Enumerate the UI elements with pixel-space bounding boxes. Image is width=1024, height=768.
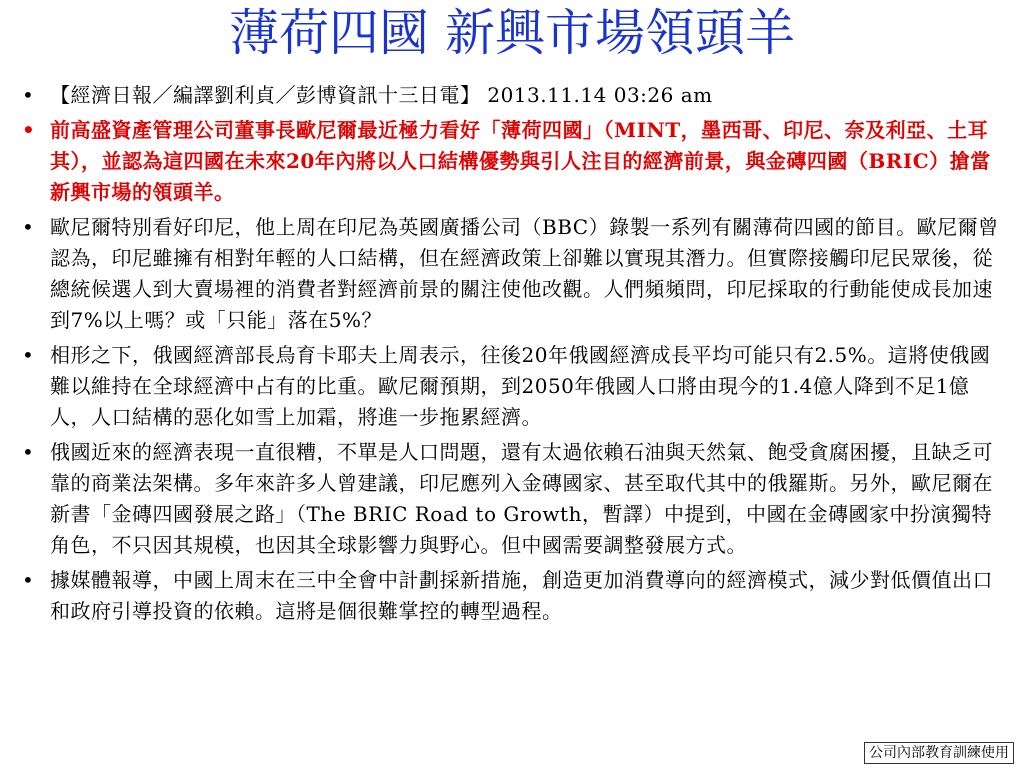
- bullet-text: 據媒體報導，中國上周末在三中全會中計劃採新措施，創造更加消費導向的經濟模式，減少對低價值出口和政府引導投資的依賴。這將是個很難掌控的轉型過程。: [50, 568, 993, 623]
- bullet-china: [18, 565, 1008, 627]
- bullet-russia-economy: [18, 437, 1008, 561]
- bullet-text: 歐尼爾特別看好印尼，他上周在印尼為英國廣播公司（BBC）錄製一系列有關薄荷四國的節目。歐尼爾曾認為，印尼雖擁有相對年輕的人口結構，但在經濟政策上卻難以實現其潛力。但實際接觸印尼民眾後，從總統候選人到大賣場裡的消費者對經濟前景的關注使他改觀。人們頻頻問，印尼採取的行動能使成長加速到7%以上嗎？或「只能」落在5%？: [50, 215, 999, 332]
- bullet-list: [18, 80, 1008, 631]
- bullet-russia-outlook: [18, 340, 1008, 433]
- bullet-text: 【經濟日報／編譯劉利貞／彭博資訊十三日電】 2013.11.14 03:26 am: [50, 83, 713, 107]
- bullet-text: 前高盛資產管理公司董事長歐尼爾最近極力看好「薄荷四國」（MINT，墨西哥、印尼、奈及利亞、土耳其），並認為這四國在未來20年內將以人口結構優勢與引人注目的經濟前景，與金磚四國（BRIC）搶當新興市場的領頭羊。: [50, 118, 991, 204]
- bullet-highlight: [18, 115, 1008, 208]
- bullet-dot-icon: •: [22, 568, 35, 592]
- slide-title: 薄荷四國 新興市場領頭羊: [229, 4, 795, 62]
- bullet-dot-icon: •: [22, 215, 35, 239]
- bullet-dot-icon: •: [22, 440, 35, 464]
- bullet-indonesia: [18, 212, 1008, 336]
- bullet-dot-icon: •: [22, 83, 35, 107]
- bullet-text: 相形之下，俄國經濟部長烏育卡耶夫上周表示，往後20年俄國經濟成長平均可能只有2.5%。這將使俄國難以維持在全球經濟中占有的比重。歐尼爾預期，到2050年俄國人口將由現今的1.4億人降到不足1億人，人口結構的惡化如雪上加霜，將進一步拖累經濟。: [50, 343, 991, 429]
- bullet-dateline: [18, 80, 1008, 111]
- bullet-dot-icon: •: [22, 118, 36, 142]
- internal-use-badge: 公司內部教育訓練使用: [864, 742, 1014, 764]
- bullet-text: 俄國近來的經濟表現一直很糟，不單是人口問題，還有太過依賴石油與天然氣、飽受貪腐困擾，且缺乏可靠的商業法架構。多年來許多人曾建議，印尼應列入金磚國家、甚至取代其中的俄羅斯。另外，歐尼爾在新書「金磚四國發展之路」（The BRIC Road to Growth，暫譯）中提到，中國在金磚國家中扮演獨特角色，不只因其規模，也因其全球影響力與野心。但中國需要調整發展方式。: [50, 440, 993, 557]
- bullet-dot-icon: •: [22, 343, 35, 367]
